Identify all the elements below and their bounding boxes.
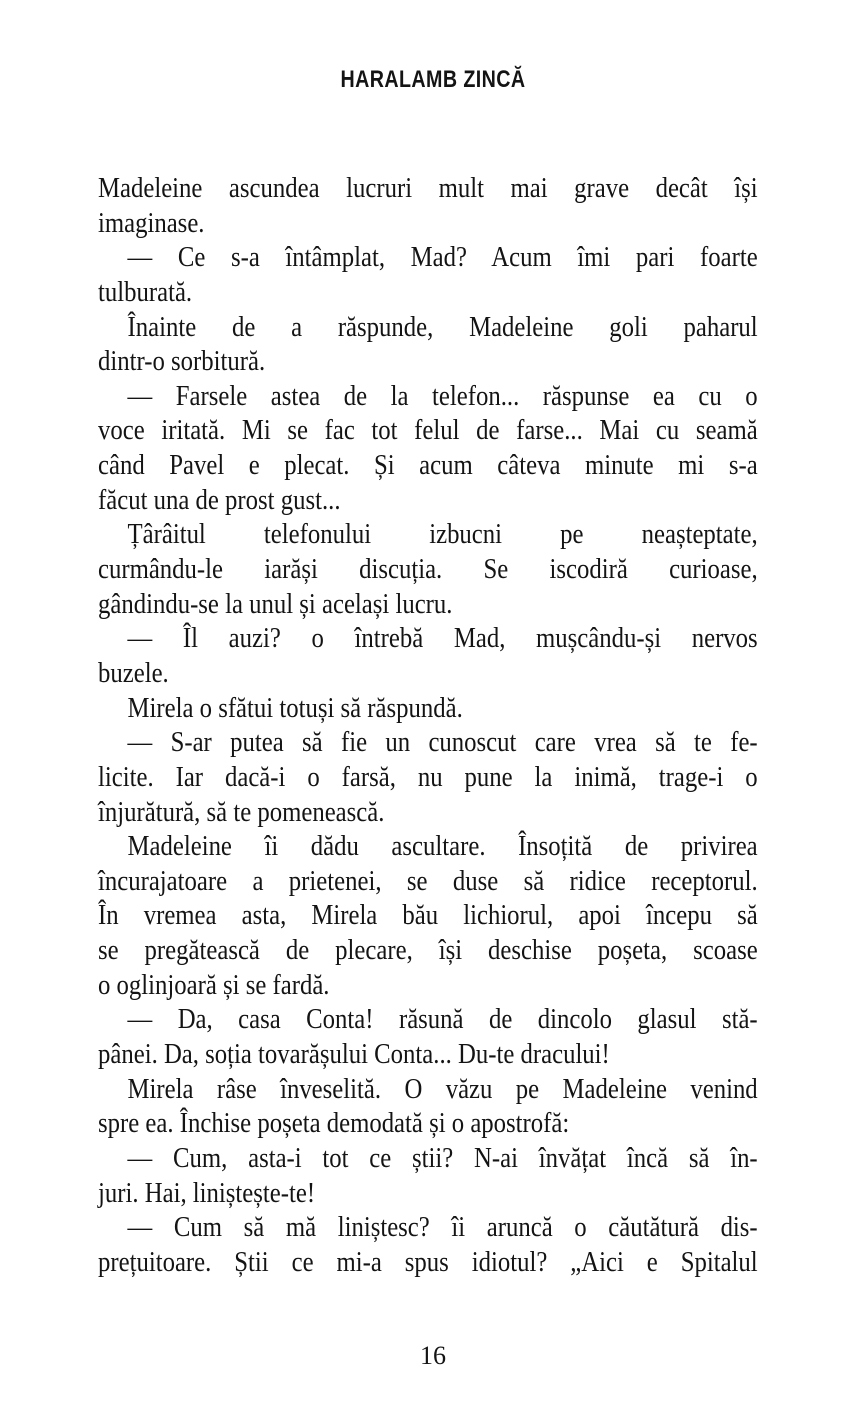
paragraph bbox=[98, 311, 758, 380]
text-line: — Da, casa Conta! răsună de dincolo glasul stă- bbox=[127, 1004, 758, 1036]
paragraph bbox=[98, 1211, 758, 1280]
text-line: încurajatoare a prietenei, se duse să ridice receptorul. bbox=[98, 865, 758, 897]
text-line: curmându-le iarăși discuția. Se iscodiră curioase, bbox=[98, 554, 758, 586]
text-line: gândindu-se la unul și același lucru. bbox=[98, 588, 453, 620]
text-line: — Cum să mă liniștesc? îi aruncă o căutătură dis- bbox=[127, 1212, 758, 1244]
text-line: Țârâitul telefonului izbucni pe neașteptate, bbox=[127, 519, 758, 551]
text-line: pânei. Da, soția tovarășului Conta... Du-te dracului! bbox=[98, 1039, 610, 1071]
paragraph bbox=[98, 726, 758, 830]
page-number: 16 bbox=[420, 1341, 446, 1370]
text-line: — Ce s-a întâmplat, Mad? Acum îmi pari foarte bbox=[127, 242, 758, 274]
text-line: imaginase. bbox=[98, 207, 205, 239]
paragraph bbox=[98, 380, 758, 519]
paragraph bbox=[98, 692, 758, 727]
paragraph bbox=[98, 830, 758, 1003]
text-line: înjurătură, să te pomenească. bbox=[98, 796, 385, 828]
text-line: făcut una de prost gust... bbox=[98, 484, 341, 516]
paragraph bbox=[98, 518, 758, 622]
text-line: dintr-o sorbitură. bbox=[98, 346, 266, 378]
text-line: o oglinjoară și se fardă. bbox=[98, 969, 330, 1001]
text-line: — S-ar putea să fie un cunoscut care vrea să te fe- bbox=[127, 727, 758, 759]
text-line: buzele. bbox=[98, 657, 169, 689]
running-header: HARALAMB ZINCĂ bbox=[340, 66, 526, 93]
text-line: se pregătească de plecare, își deschise poșeta, scoase bbox=[98, 935, 758, 967]
text-line: În vremea asta, Mirela bău lichiorul, apoi începu să bbox=[98, 900, 758, 932]
text-line: Mirela râse înveselită. O văzu pe Madeleine venind bbox=[127, 1073, 758, 1105]
text-line: — Farsele astea de la telefon... răspunse ea cu o bbox=[127, 380, 758, 412]
text-line: Mirela o sfătui totuși să răspundă. bbox=[127, 692, 463, 724]
page-text bbox=[98, 172, 758, 1281]
text-line: — Cum, asta-i tot ce știi? N-ai învățat încă să în- bbox=[127, 1142, 758, 1174]
paragraph bbox=[98, 241, 758, 310]
paragraph bbox=[98, 1142, 758, 1211]
text-line: Madeleine ascundea lucruri mult mai grave decât își bbox=[98, 173, 758, 204]
paragraph bbox=[98, 1003, 758, 1072]
text-line: Înainte de a răspunde, Madeleine goli paharul bbox=[127, 311, 758, 343]
paragraph bbox=[98, 172, 758, 241]
text-line: spre ea. Închise poșeta demodată și o apostrofă: bbox=[98, 1108, 570, 1140]
paragraph bbox=[98, 1073, 758, 1142]
text-line: licite. Iar dacă-i o farsă, nu pune la inimă, trage-i o bbox=[98, 761, 758, 793]
text-line: — Îl auzi? o întrebă Mad, mușcându-și nervos bbox=[127, 623, 758, 655]
text-line: juri. Hai, liniștește-te! bbox=[98, 1177, 316, 1209]
text-line: prețuitoare. Știi ce mi-a spus idiotul? „Aici e Spitalul bbox=[98, 1246, 758, 1278]
paragraph bbox=[98, 622, 758, 691]
text-line: tulburată. bbox=[98, 276, 193, 308]
text-line: voce iritată. Mi se fac tot felul de farse... Mai cu seamă bbox=[98, 415, 758, 447]
text-line: când Pavel e plecat. Și acum câteva minute mi s-a bbox=[98, 450, 758, 482]
text-line: Madeleine îi dădu ascultare. Însoțită de privirea bbox=[127, 831, 758, 863]
